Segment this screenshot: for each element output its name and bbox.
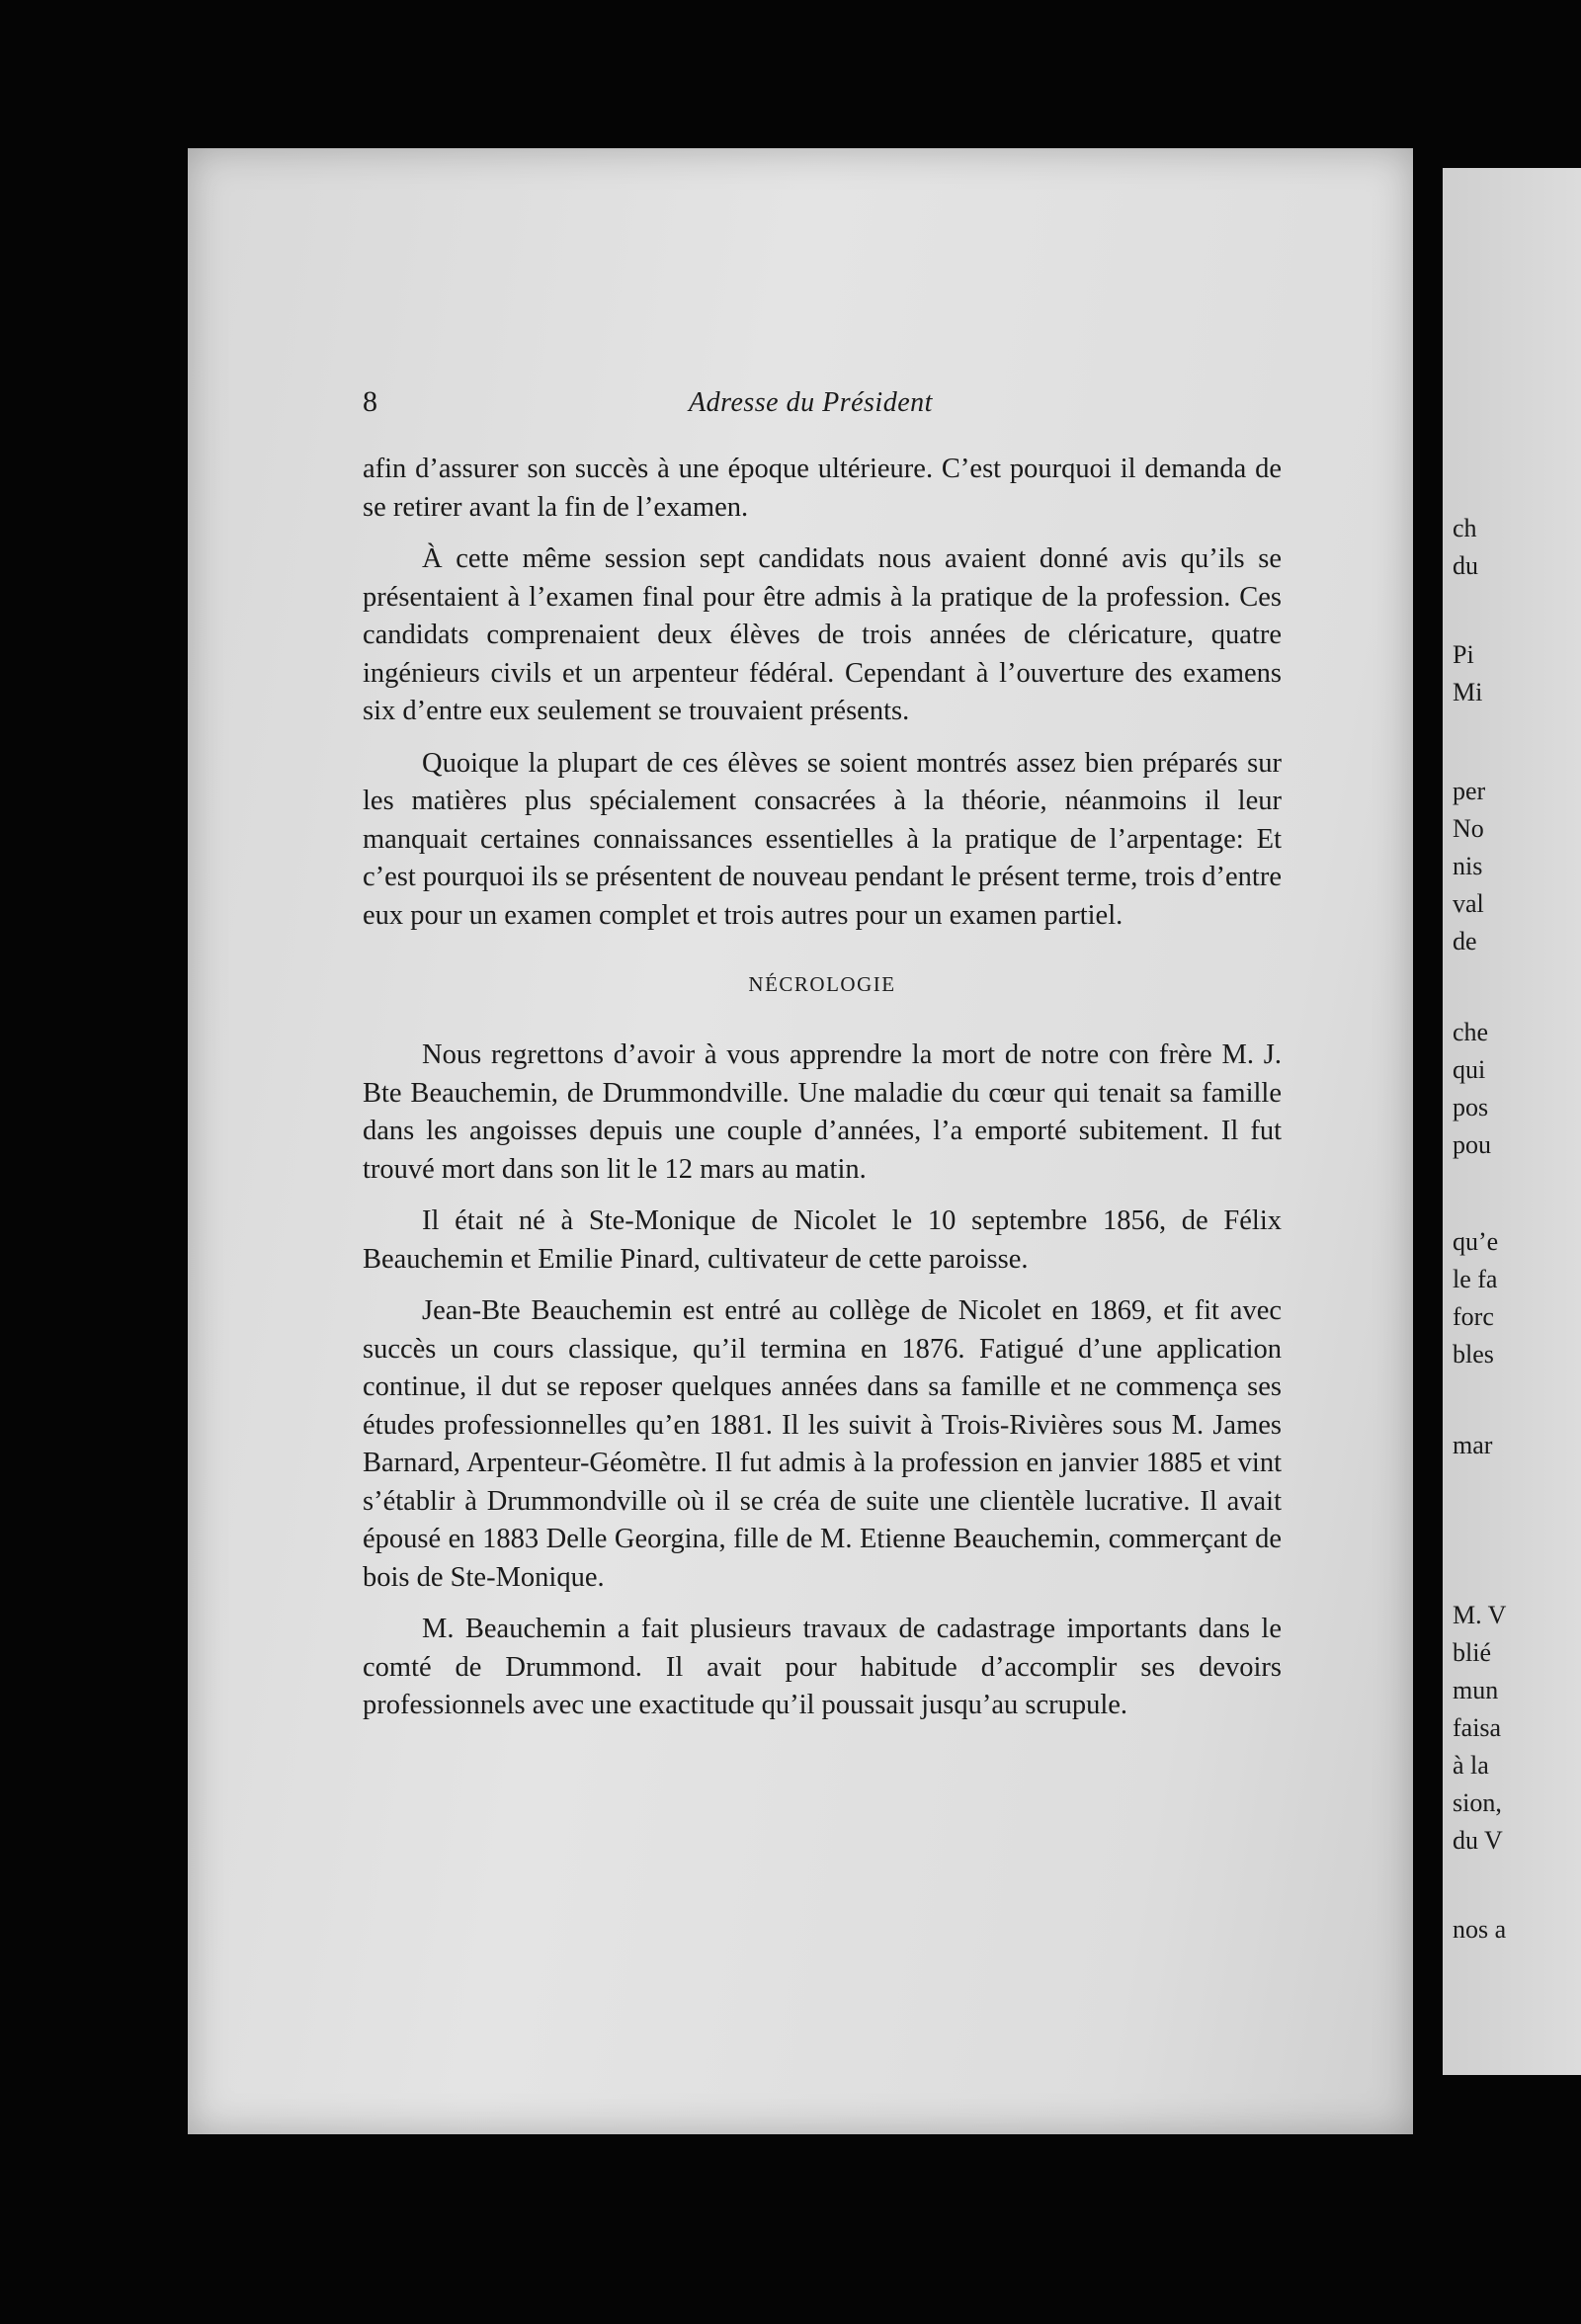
paragraph-session-candidates: À cette même session sept candidats nous avaient donné avis qu’ils se présentaient à l’examen final pour être admis à la pratique de la profession. Ces candidats comprenaient deux élèves de trois années de cléricature, quatre ingénieurs civils et un arpenteur fédéral. Cependant à l’ouverture des examens six d’entre eux seulement se trouvaient présents. [363,543,1282,726]
fragment-text: che [1453,1018,1489,1046]
fragment-text: sion, [1453,1788,1502,1817]
fragment-text: du V [1453,1826,1503,1855]
fragment-text: mar [1453,1431,1493,1459]
fragment-text: mun [1453,1676,1499,1704]
paragraph-works: M. Beauchemin a fait plusieurs travaux de cadastrage importants dans le comté de Drummond. Il avait pour habitude d’accomplir ses devoirs professionnels avec une exactitude qu’il poussait jusqu’au scrupule. [363,1614,1282,1720]
fragment-text: faisa [1453,1713,1502,1742]
fragment-text: le fa [1453,1265,1498,1293]
fragment-text: Pi [1453,640,1474,669]
fragment-text: qui [1453,1055,1486,1084]
fragment-text: ch [1453,514,1477,542]
fragment-text: Mi [1453,678,1483,706]
fragment-text: du [1453,551,1478,580]
running-title: Adresse du Président [689,387,933,418]
fragment-text: de [1453,927,1477,955]
page-content [363,385,1282,1725]
fragment-text: pou [1453,1130,1491,1159]
fragment-text: pos [1453,1093,1489,1121]
fragment-text: forc [1453,1302,1494,1331]
page-number: 8 [363,385,377,418]
paragraph-students-preparation: Quoique la plupart de ces élèves se soient montrés assez bien préparés sur les matières plus spécialement consacrées à la théorie, néanmoins il leur manquait certaines connaissances essentielles à la pratique de l’arpentage: Et c’est pourquoi ils se présentent de nouveau pendant le présent terme, trois d’entre eux pour un examen complet et trois autres pour un examen partiel. [363,747,1282,931]
paragraph-continuation: afin d’assurer son succès à une époque ultérieure. C’est pourquoi il demanda de se retirer avant la fin de l’examen. [363,454,1282,523]
fragment-text: blié [1453,1638,1491,1667]
paragraph-death-announcement: Nous regrettons d’avoir à vous apprendre la mort de notre con frère M. J. Bte Beauchemin, de Drummondville. Une maladie du cœur qui tenait sa famille dans les angoisses depuis une couple d’années, l’a emporté subitement. Il fut trouvé mort dans son lit le 12 mars au matin. [363,1039,1282,1185]
fragment-text: bles [1453,1340,1494,1369]
fragment-text: M. V [1453,1601,1507,1629]
fragment-text: nis [1453,852,1483,880]
fragment-text: val [1453,889,1484,918]
fragment-text: per [1453,777,1486,805]
fragment-text: à la [1453,1751,1489,1780]
fragment-text: nos a [1453,1915,1507,1944]
fragment-text: qu’e [1453,1227,1499,1256]
running-head [363,385,1282,445]
paragraph-birth: Il était né à Ste-Monique de Nicolet le 10 septembre 1856, de Félix Beauchemin et Emilie Pinard, cultivateur de cette paroisse. [363,1205,1282,1275]
paragraph-career: Jean-Bte Beauchemin est entré au collège de Nicolet en 1869, et fit avec succès un cours classique, qu’il termina en 1876. Fatigué d’une application continue, il dut se reposer quelques années dans sa famille et ne commença ses études professionnelles qu’en 1881. Il les suivit à Trois-Rivières sous M. James Barnard, Arpenteur-Géomètre. Il fut admis à la profession en janvier 1885 et vint s’établir à Drummondville où il se créa de suite une clientèle lucrative. Il avait épousé en 1883 Delle Georgina, fille de M. Etienne Beauchemin, commerçant de bois de Ste-Monique. [363,1295,1282,1593]
adjacent-page-fragment [1443,168,1581,2075]
section-heading-necrologie: NÉCROLOGIE [748,972,896,996]
book-page [188,148,1413,2134]
fragment-text: No [1453,814,1484,843]
